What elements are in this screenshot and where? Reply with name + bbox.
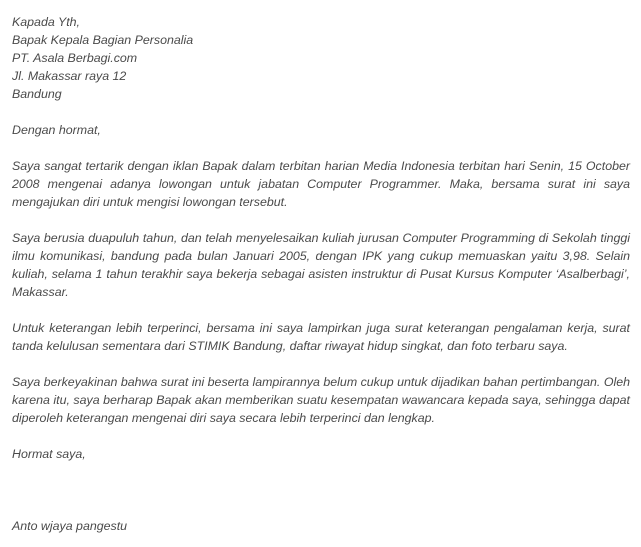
paragraph-closing-request: Saya berkeyakinan bahwa surat ini beserta lampirannya belum cukup untuk dijadikan bahan pertimbangan. Oleh karena itu, saya berharap Bapak akan memberikan suatu kesempatan wawancara kepada saya, sehingga dapat diperoleh keterangan mengenai diri saya secara lebih terperinci dan lengkap. bbox=[12, 375, 630, 425]
recipient-line-street: Jl. Makassar raya 12 bbox=[12, 69, 127, 83]
recipient-line-company: PT. Asala Berbagi.com bbox=[12, 51, 138, 65]
recipient-line-city: Bandung bbox=[12, 87, 62, 101]
cover-letter bbox=[12, 13, 630, 535]
paragraph-interest: Saya sangat tertarik dengan iklan Bapak dalam terbitan harian Media Indonesia terbitan hari Senin, 15 October 2008 mengenai adanya lowongan untuk jabatan Computer Programmer. Maka, bersama surat ini saya mengajukan diri untuk mengisi lowongan tersebut. bbox=[12, 159, 630, 209]
recipient-line-salutation: Kapada Yth, bbox=[12, 15, 80, 29]
paragraph-attachments: Untuk keterangan lebih terperinci, bersama ini saya lampirkan juga surat keterangan pengalaman kerja, surat tanda kelulusan sementara dari STIMIK Bandung, daftar riwayat hidup singkat, dan foto terbaru saya. bbox=[12, 321, 630, 353]
greeting: Dengan hormat, bbox=[12, 123, 101, 137]
signature-space bbox=[12, 463, 630, 517]
signature-name: Anto wjaya pangestu bbox=[12, 519, 128, 533]
paragraph-education: Saya berusia duapuluh tahun, dan telah menyelesaikan kuliah jurusan Computer Programming di Sekolah tinggi ilmu komunikasi, bandung pada bulan Januari 2005, dengan IPK yang cukup memuaskan yaitu 3,98. Selain kuliah, selama 1 tahun terakhir saya bekerja sebagai asisten instruktur di Pusat Kursus Komputer ‘Asalberbagi’, Makassar. bbox=[12, 231, 630, 299]
recipient-line-title: Bapak Kepala Bagian Personalia bbox=[12, 33, 194, 47]
closing-phrase: Hormat saya, bbox=[12, 447, 86, 461]
recipient-address bbox=[12, 13, 630, 103]
